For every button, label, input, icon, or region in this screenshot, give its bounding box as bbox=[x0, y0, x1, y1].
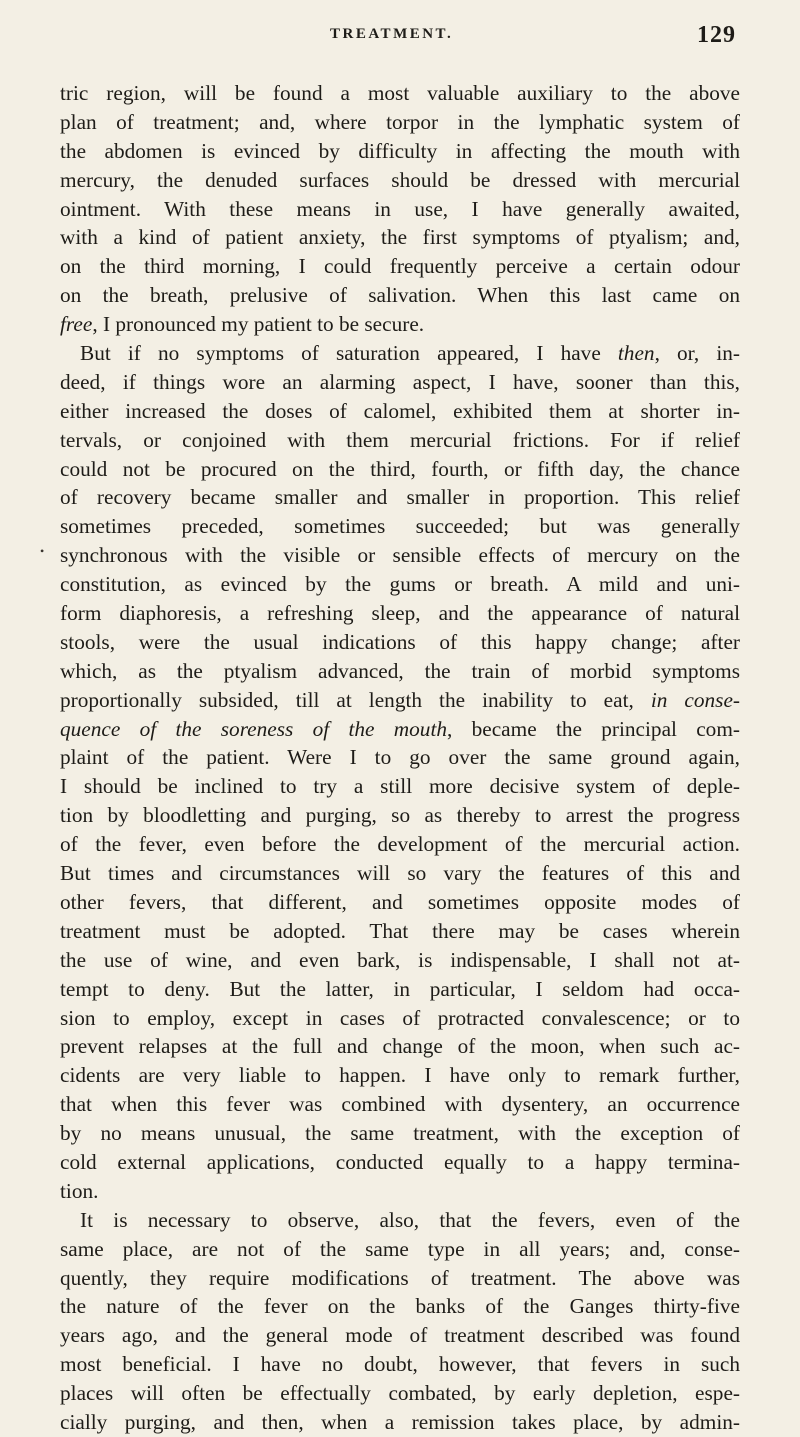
text-line bbox=[60, 1177, 740, 1206]
text-segment: I should be inclined to try a still more decisive system of deple- bbox=[60, 774, 740, 799]
text-segment: , or, in- bbox=[654, 341, 740, 366]
text-segment: quently, they require modifications of treatment. The above was bbox=[60, 1265, 740, 1290]
text-segment: But times and circumstances will so vary the features of this and bbox=[60, 861, 740, 886]
text-line bbox=[60, 1264, 740, 1293]
text-segment: the abdomen is evinced by difficulty in affecting the mouth with bbox=[60, 138, 740, 163]
text-segment: same place, are not of the same type in all years; and, conse- bbox=[60, 1236, 740, 1261]
text-segment: the use of wine, and even bark, is indispensable, I shall not at- bbox=[60, 947, 740, 972]
italic-text: in conse- bbox=[650, 687, 740, 712]
text-line bbox=[60, 1061, 740, 1090]
text-line bbox=[60, 310, 740, 339]
text-line bbox=[60, 801, 740, 830]
text-line bbox=[60, 1148, 740, 1177]
text-segment: stools, were the usual indications of this happy change; after bbox=[60, 629, 740, 654]
text-line bbox=[60, 628, 740, 657]
text-segment: cially purging, and then, when a remission takes place, by admin- bbox=[60, 1409, 740, 1434]
text-segment: of the fever, even before the development of the mercurial action. bbox=[60, 832, 740, 857]
text-segment: proportionally subsided, till at length the inability to eat, bbox=[60, 687, 651, 712]
text-segment: on the breath, prelusive of salivation. When this last came on bbox=[60, 283, 740, 308]
text-line bbox=[60, 686, 740, 715]
text-line bbox=[60, 79, 740, 108]
italic-text: then bbox=[617, 341, 655, 366]
text-segment: tervals, or conjoined with them mercurial frictions. For if relief bbox=[60, 427, 740, 452]
text-line bbox=[60, 166, 740, 195]
text-line bbox=[60, 657, 740, 686]
text-line bbox=[60, 888, 740, 917]
text-segment: form diaphoresis, a refreshing sleep, and the appearance of natural bbox=[60, 601, 740, 626]
text-segment: plan of treatment; and, where torpor in the lymphatic system of bbox=[60, 109, 740, 134]
text-segment: ointment. With these means in use, I have generally awaited, bbox=[60, 196, 740, 221]
margin-mark: • bbox=[40, 544, 45, 558]
text-segment: It is necessary to observe, also, that the fevers, even of the bbox=[80, 1207, 740, 1232]
text-segment: which, as the ptyalism advanced, the train of morbid symptoms bbox=[60, 658, 740, 683]
text-line bbox=[60, 599, 740, 628]
text-line bbox=[60, 1350, 740, 1379]
italic-text: quence of the soreness of the mouth bbox=[60, 716, 448, 741]
text-segment: that when this fever was combined with dysentery, an occurrence bbox=[60, 1092, 740, 1117]
text-segment: the nature of the fever on the banks of the Ganges thirty-five bbox=[60, 1294, 740, 1319]
text-line bbox=[60, 339, 740, 368]
text-segment: either increased the doses of calomel, exhibited them at shorter in- bbox=[60, 398, 740, 423]
text-segment: , I pronounced my patient to be secure. bbox=[92, 312, 425, 337]
text-line bbox=[60, 1235, 740, 1264]
text-segment: constitution, as evinced by the gums or breath. A mild and uni- bbox=[60, 572, 740, 597]
text-line bbox=[60, 772, 740, 801]
text-segment: tion by bloodletting and purging, so as thereby to arrest the progress bbox=[60, 803, 740, 828]
text-line bbox=[60, 1090, 740, 1119]
text-line bbox=[60, 483, 740, 512]
text-segment: on the third morning, I could frequently perceive a certain odour bbox=[60, 254, 740, 279]
text-segment: years ago, and the general mode of treatment described was found bbox=[60, 1323, 740, 1348]
text-segment: sometimes preceded, sometimes succeeded; but was generally bbox=[60, 514, 740, 539]
text-segment: deed, if things wore an alarming aspect, I have, sooner than this, bbox=[60, 369, 740, 394]
text-line bbox=[60, 1206, 740, 1235]
text-line bbox=[60, 715, 740, 744]
text-segment: cidents are very liable to happen. I have only to remark further, bbox=[60, 1063, 740, 1088]
page-header bbox=[60, 22, 736, 62]
text-line bbox=[60, 195, 740, 224]
text-segment: other fevers, that different, and sometimes opposite modes of bbox=[60, 889, 740, 914]
text-segment: prevent relapses at the full and change of the moon, when such ac- bbox=[60, 1034, 740, 1059]
text-line bbox=[60, 975, 740, 1004]
italic-text: free bbox=[60, 312, 93, 337]
text-line bbox=[60, 1004, 740, 1033]
text-line bbox=[60, 541, 740, 570]
text-segment: tempt to deny. But the latter, in particular, I seldom had occa- bbox=[60, 976, 740, 1001]
text-segment: synchronous with the visible or sensible effects of mercury on the bbox=[60, 543, 740, 568]
text-line bbox=[60, 1408, 740, 1437]
text-line bbox=[60, 512, 740, 541]
text-line bbox=[60, 917, 740, 946]
text-line bbox=[60, 570, 740, 599]
text-line bbox=[60, 397, 740, 426]
text-line bbox=[60, 137, 740, 166]
text-line bbox=[60, 455, 740, 484]
text-line bbox=[60, 252, 740, 281]
text-line bbox=[60, 1379, 740, 1408]
text-segment: sion to employ, except in cases of protracted convalescence; or to bbox=[60, 1005, 740, 1030]
text-segment: But if no symptoms of saturation appeared, I have bbox=[80, 341, 618, 366]
text-line bbox=[60, 743, 740, 772]
text-line bbox=[60, 1292, 740, 1321]
text-line bbox=[60, 946, 740, 975]
text-line bbox=[60, 281, 740, 310]
text-segment: mercury, the denuded surfaces should be dressed with mercurial bbox=[60, 167, 740, 192]
text-line bbox=[60, 108, 740, 137]
text-line bbox=[60, 1119, 740, 1148]
text-segment: of recovery became smaller and smaller in proportion. This relief bbox=[60, 485, 740, 510]
text-segment: could not be procured on the third, fourth, or fifth day, the chance bbox=[60, 456, 740, 481]
text-segment: tion. bbox=[60, 1178, 99, 1203]
text-segment: , became the principal com- bbox=[447, 716, 740, 741]
text-line bbox=[60, 368, 740, 397]
running-title: TREATMENT. bbox=[330, 26, 454, 42]
text-line bbox=[60, 426, 740, 455]
text-segment: places will often be effectually combated, by early depletion, espe- bbox=[60, 1381, 740, 1406]
text-segment: by no means unusual, the same treatment, with the exception of bbox=[60, 1121, 740, 1146]
text-segment: cold external applications, conducted equally to a happy termina- bbox=[60, 1149, 740, 1174]
text-segment: plaint of the patient. Were I to go over the same ground again, bbox=[60, 745, 740, 770]
text-line bbox=[60, 830, 740, 859]
text-segment: most beneficial. I have no doubt, however, that fevers in such bbox=[60, 1352, 740, 1377]
page-number: 129 bbox=[697, 22, 736, 48]
body-text bbox=[60, 79, 740, 1437]
text-segment: tric region, will be found a most valuable auxiliary to the above bbox=[60, 81, 740, 105]
text-segment: treatment must be adopted. That there may be cases wherein bbox=[60, 918, 740, 943]
text-line bbox=[60, 1032, 740, 1061]
text-line bbox=[60, 223, 740, 252]
text-line bbox=[60, 859, 740, 888]
text-segment: with a kind of patient anxiety, the first symptoms of ptyalism; and, bbox=[60, 225, 740, 250]
